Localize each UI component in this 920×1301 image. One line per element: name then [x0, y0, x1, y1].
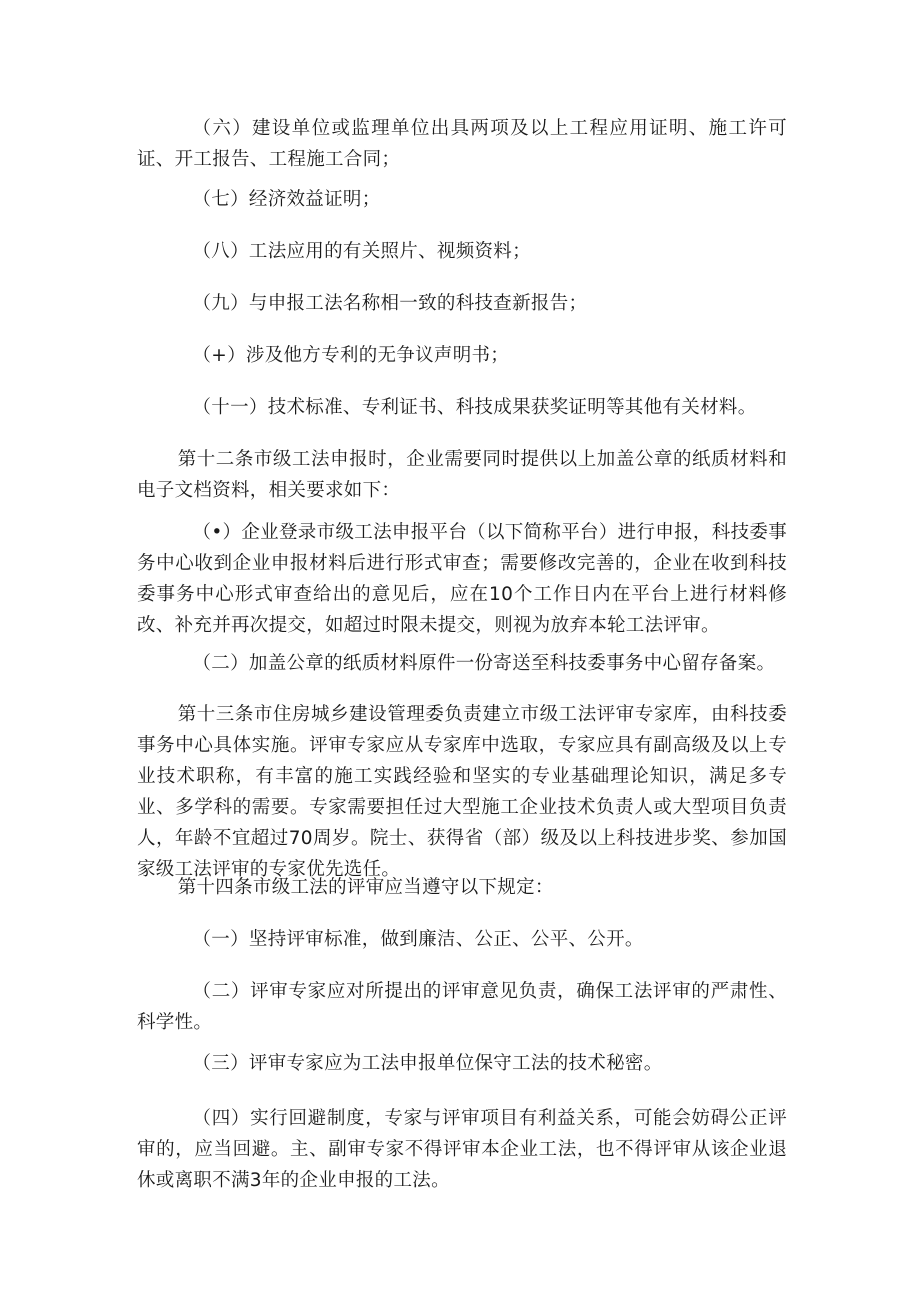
paragraph-article-14-item-1: （一）坚持评审标准，做到廉洁、公正、公平、公开。	[192, 929, 644, 950]
paragraph-item-6: （六）建设单位或监理单位出具两项及以上工程应用证明、施工许可证、开工报告、工程施工合同；	[137, 118, 787, 170]
paragraph-article-13: 第十三条市住房城乡建设管理委负责建立市级工法评审专家库，由科技委事务中心具体实施。评审专家应从专家库中选取，专家应具有副高级及以上专业技术职称，有丰富的施工实践经验和坚实的专业基础理论知识，满足多专业、多学科的需要。专家需要担任过大型施工企业技术负责人或大型项目负责人，年龄不宜超过70周岁。院士、获得省（部）级及以上科技进步奖、参加国家级工法评审的专家优先选任。	[137, 704, 787, 880]
paragraph-item-10: （+）涉及他方专利的无争议声明书；	[192, 345, 510, 366]
paragraph-article-12-item-1: （•）企业登录市级工法申报平台（以下简称平台）进行申报，科技委事务中心收到企业申报材料后进行形式审查；需要修改完善的，企业在收到科技委事务中心形式审查给出的意见后，应在10个工作日内在平台上进行材料修改、补充并再次提交，如超过时限未提交，则视为放弃本轮工法评审。	[137, 522, 787, 636]
paragraph-item-11: （十一）技术标准、专利证书、科技成果获奖证明等其他有关材料。	[192, 397, 757, 418]
paragraph-item-7: （七）经济效益证明；	[192, 189, 381, 210]
paragraph-article-14-item-2: （二）评审专家应对所提出的评审意见负责，确保工法评审的严肃性、科学性。	[137, 981, 787, 1033]
paragraph-item-8: （八）工法应用的有关照片、视频资料；	[192, 241, 531, 262]
paragraph-article-14: 第十四条市级工法的评审应当遵守以下规定：	[177, 877, 554, 898]
paragraph-article-14-item-3: （三）评审专家应为工法申报单位保守工法的技术秘密。	[192, 1053, 663, 1074]
paragraph-article-12: 第十二条市级工法申报时，企业需要同时提供以上加盖公章的纸质材料和电子文档资料，相关要求如下：	[137, 449, 787, 501]
paragraph-article-14-item-4: （四）实行回避制度，专家与评审项目有利益关系，可能会妨碍公正评审的，应当回避。主、副审专家不得评审本企业工法，也不得评审从该企业退休或离职不满3年的企业申报的工法。	[137, 1108, 787, 1191]
paragraph-item-9: （九）与申报工法名称相一致的科技查新报告；	[192, 293, 588, 314]
paragraph-article-12-item-2: （二）加盖公章的纸质材料原件一份寄送至科技委事务中心留存备案。	[192, 653, 776, 674]
